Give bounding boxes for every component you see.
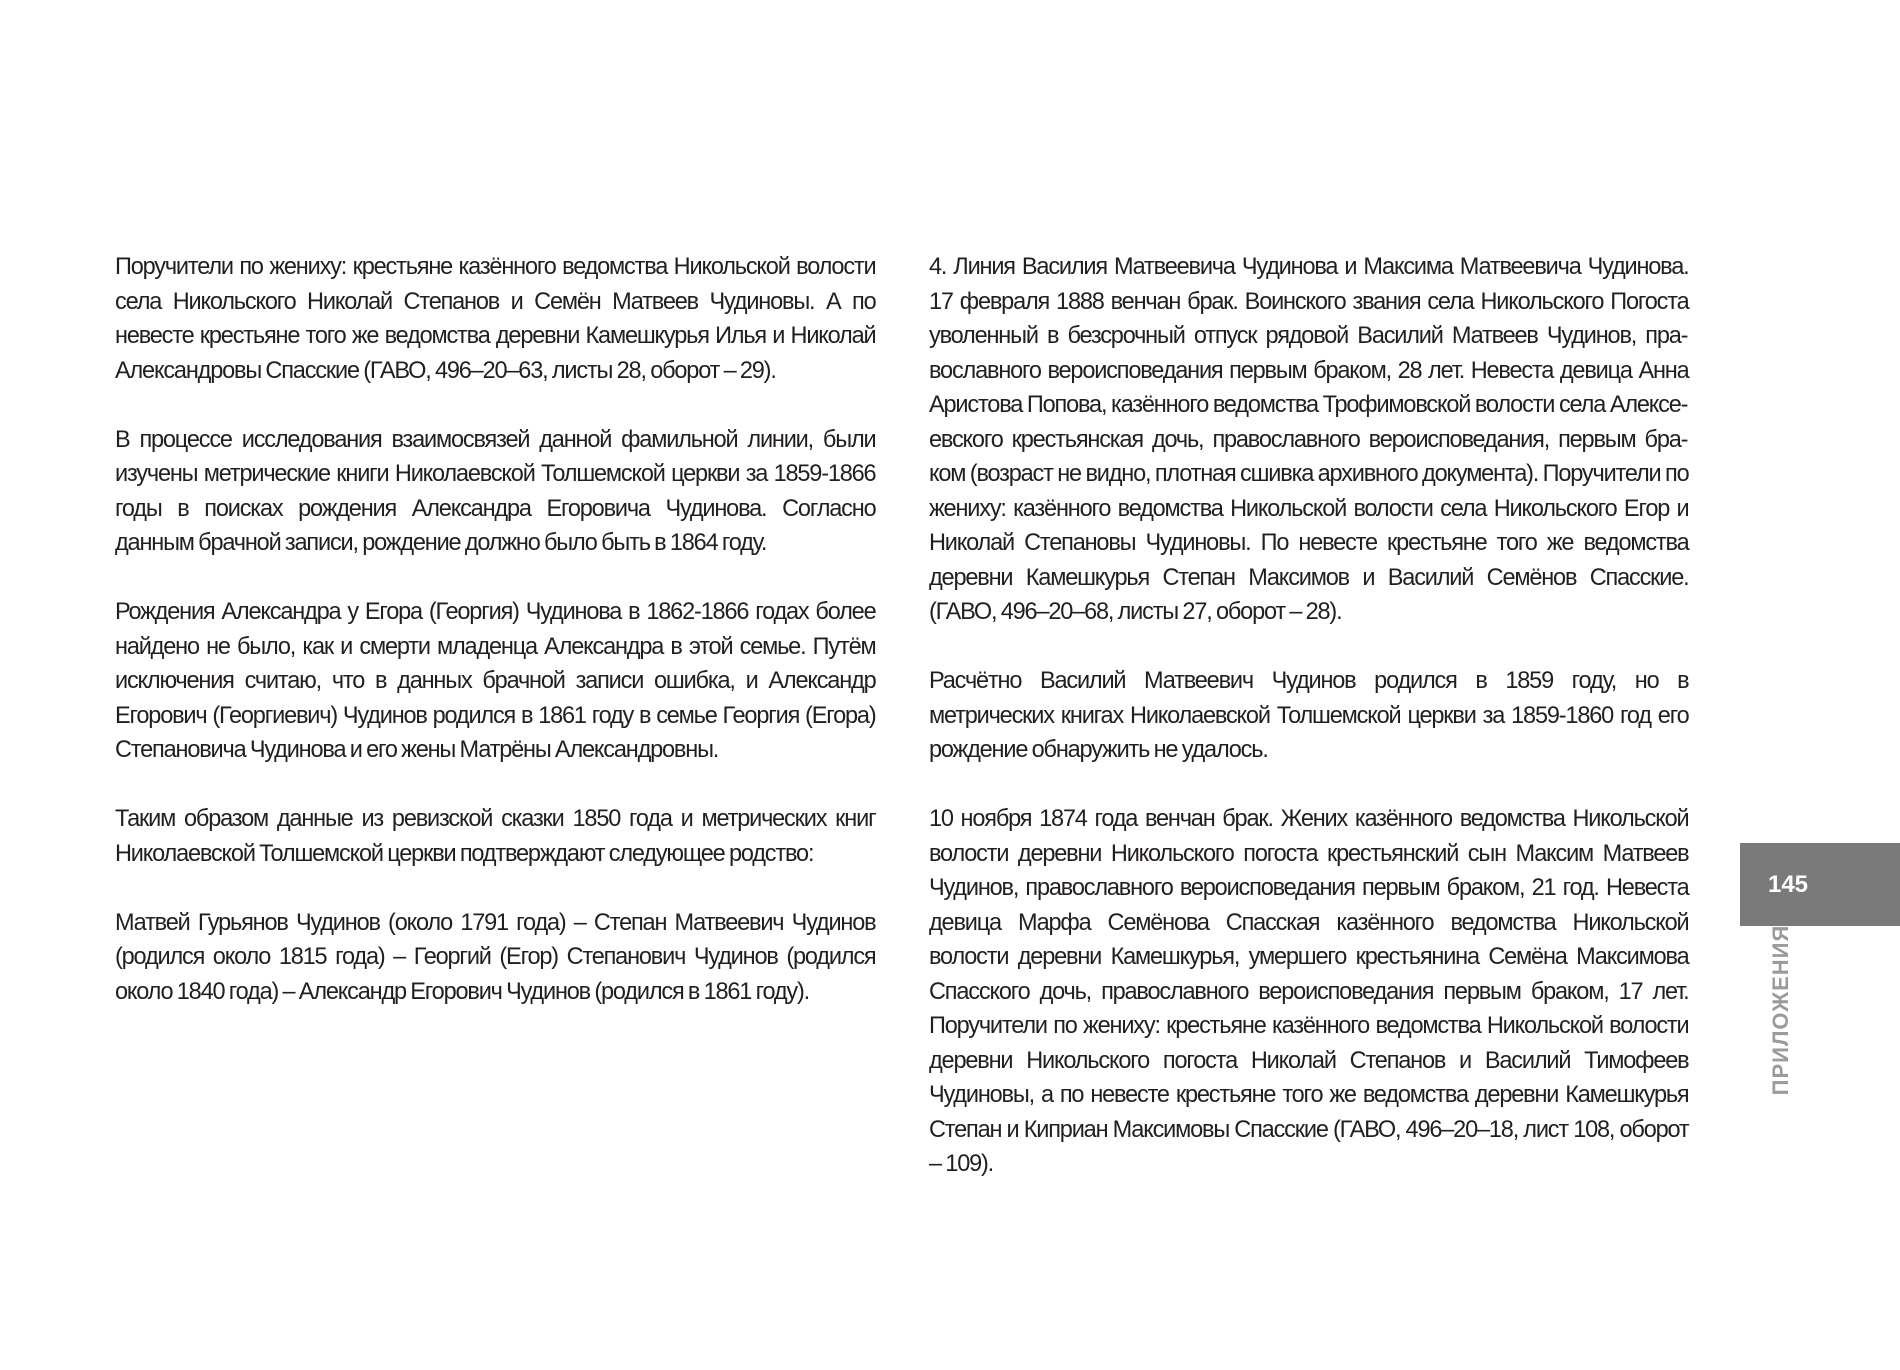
right-text-column xyxy=(929,250,1704,1216)
paragraph-research-process: В процессе исследования взаимосвязей данной фамильной линии, были изучены метрические книги Николаевской Толшемской церкви за 1859-1866 годы в поисках рождения Александра Егоровича Чудинова. Согласно данным брачной записи, рождение должно было быть в 1864 году. xyxy=(115,425,876,556)
paragraph-lineage: Матвей Гурьянов Чудинов (около 1791 года) – Степан Матвеевич Чудинов (родился около 1815 года) – Георгий (Егор) Степанович Чудинов (родился около 1840 года) – Александр Егорович Чудинов (родился в 1861 году). xyxy=(115,908,876,1005)
page-number: 145 xyxy=(1767,870,1809,898)
paragraph-marriage-1874: 10 ноября 1874 года венчан брак. Жених казённого ведомства Никольской волости деревни Никольского погоста крестьянский сын Максим Матвеев Чудинов, православного вероисповедания первым браком, 21 год. Невеста девица Марфа Семёнова Спасская казённого ведомства Никольской волости деревни Камешкурья, умершего крестьянина Семёна Максимова Спасского дочь, православного вероисповедания первым браком, 17 лет. Поручители по жениху: крестьяне казённого ведомства Никольской волости деревни Никольского погоста Николай Степанов и Василий Тимофеев Чудиновы, а по невесте крестьяне того же ведомства деревни Камешкурья Степан и Киприан Максимовы Спасские (ГАВО, 496–20–18, лист 108, оборот – 109). xyxy=(929,805,1689,1177)
left-text-column xyxy=(115,250,891,1044)
paragraph-guarantors: Поручители по жениху: крестьяне казённого ведомства Никольской волости села Никольского Николай Степанов и Семён Матвеев Чудиновы. А по невесте крестьяне того же ведомства деревни Камешкурья Илья и Николай Александровы Спасские (ГАВО, 496–20–63, листы 28, оборот – 29). xyxy=(115,253,876,384)
paragraph-line-4-marriage-1888: 4. Линия Василия Матвеевича Чудинова и Максима Матвеевича Чудинова. 17 февраля 1888 венчан брак. Воинского звания села Никольского Погоста уволенный в безсрочный отпуск рядовой Василий Матвеев Чудинов, православного вероисповедания первым браком, 28 лет. Невеста девица Анна Аристова Попова, казённого ведомства Трофимовской волости села Алексеевского крестьянская дочь, православного вероисповедания, первым браком (возраст не видно, плотная сшивка архивного документа). Поручители по жениху: казённого ведомства Никольской волости села Никольского Егор и Николай Степановы Чудиновы. По невесте крестьяне того же ведомства деревни Камешкурья Степан Максимов и Василий Семёнов Спасские. (ГАВО, 496–20–68, листы 27, оборот – 28). xyxy=(929,253,1689,625)
page-number-tab xyxy=(1740,843,1900,926)
section-label-text: ПРИЛОЖЕНИЯ xyxy=(1768,924,1793,1096)
paragraph-conclusion-intro: Таким образом данные из ревизской сказки 1850 года и метрических книг Николаевской Толшемской церкви подтверждают следующее родство: xyxy=(115,805,876,867)
paragraph-birth-search: Рождения Александра у Егора (Георгия) Чудинова в 1862-1866 годах более найдено не было, как и смерти младенца Александра в этой семье. Путём исключения считаю, что в данных брачной записи ошибка, и Александр Егорович (Георгиевич) Чудинов родился в 1861 году в семье Георгия (Егора) Степановича Чудинова и его жены Матрёны Александровны. xyxy=(115,598,876,763)
paragraph-vasily-birth: Расчётно Василий Матвеевич Чудинов родился в 1859 году, но в метрических книгах Николаевской Толшемской церкви за 1859-1860 год его рождение обнаружить не удалось. xyxy=(929,667,1689,763)
